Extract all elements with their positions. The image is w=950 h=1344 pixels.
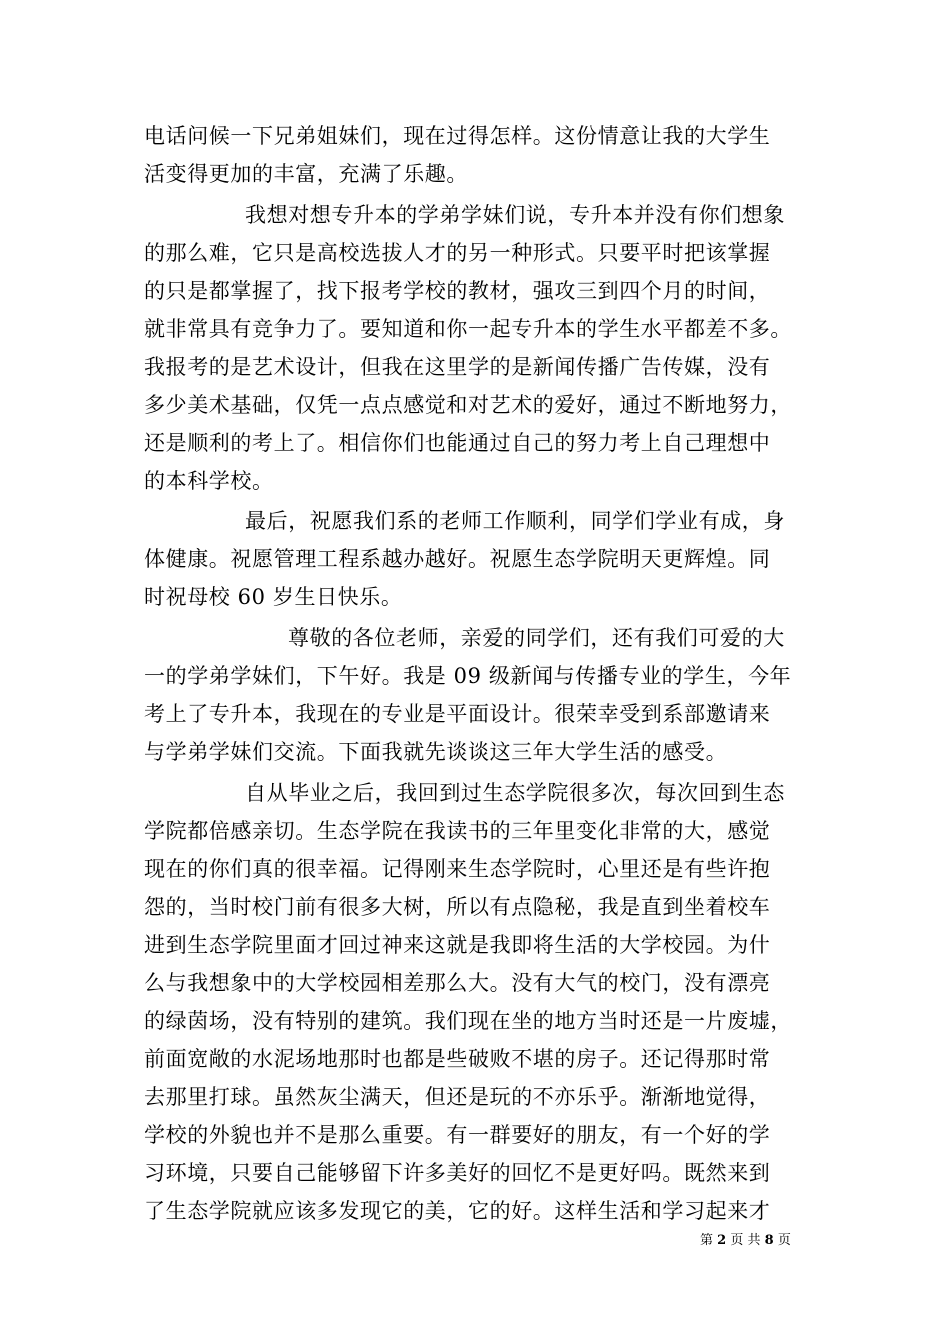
text-line: 的本科学校。	[144, 469, 274, 493]
paragraph-start-line: 尊敬的各位老师，亲爱的同学们，还有我们可爱的大	[288, 626, 785, 650]
text-line: 么与我想象中的大学校园相差那么大。没有大气的校门，没有漂亮	[144, 971, 771, 995]
page-number-footer	[700, 1233, 810, 1249]
paragraph-start-line: 自从毕业之后，我回到过生态学院很多次，每次回到生态	[245, 781, 785, 805]
text-line: 前面宽敞的水泥场地那时也都是些破败不堪的房子。还记得那时常	[144, 1047, 771, 1071]
total-page-number: 8	[764, 1233, 774, 1248]
text-line: 的那么难，它只是高校选拔人才的另一种形式。只要平时把该掌握	[144, 241, 771, 265]
text-line: 时祝母校 60 岁生日快乐。	[144, 585, 403, 609]
text-line: 一的学弟学妹们，下午好。我是 09 级新闻与传播专业的学生，今年	[144, 664, 792, 688]
text-line: 学院都倍感亲切。生态学院在我读书的三年里变化非常的大，感觉	[144, 819, 771, 843]
text-line: 就非常具有竞争力了。要知道和你一起专升本的学生水平都差不多。	[144, 317, 792, 341]
text-line: 的绿茵场，没有特别的建筑。我们现在坐的地方当时还是一片废墟，	[144, 1009, 792, 1033]
text-line: 学校的外貌也并不是那么重要。有一群要好的朋友，有一个好的学	[144, 1123, 771, 1147]
text-line: 考上了专升本，我现在的专业是平面设计。很荣幸受到系部邀请来	[144, 702, 771, 726]
text-line: 习环境，只要自己能够留下许多美好的回忆不是更好吗。既然来到	[144, 1161, 771, 1185]
footer-suffix: 页	[777, 1233, 791, 1248]
footer-middle: 页 共	[730, 1233, 761, 1248]
paragraph-start-line: 我想对想专升本的学弟学妹们说，专升本并没有你们想象	[245, 203, 785, 227]
text-line: 去那里打球。虽然灰尘满天，但还是玩的不亦乐乎。渐渐地觉得，	[144, 1085, 771, 1109]
text-line: 的只是都掌握了，找下报考学校的教材，强攻三到四个月的时间，	[144, 279, 771, 303]
text-line: 进到生态学院里面才回过神来这就是我即将生活的大学校园。为什	[144, 933, 771, 957]
text-line: 还是顺利的考上了。相信你们也能通过自己的努力考上自己理想中	[144, 431, 771, 455]
text-line: 现在的你们真的很幸福。记得刚来生态学院时，心里还是有些许抱	[144, 857, 771, 881]
text-line: 活变得更加的丰富，充满了乐趣。	[144, 162, 468, 186]
text-line: 电话问候一下兄弟姐妹们，现在过得怎样。这份情意让我的大学生	[144, 124, 771, 148]
text-line: 多少美术基础，仅凭一点点感觉和对艺术的爱好，通过不断地努力，	[144, 393, 792, 417]
text-line: 了生态学院就应该多发现它的美，它的好。这样生活和学习起来才	[144, 1199, 771, 1223]
current-page-number: 2	[717, 1233, 727, 1248]
text-line: 怨的，当时校门前有很多大树，所以有点隐秘，我是直到坐着校车	[144, 895, 771, 919]
text-line: 体健康。祝愿管理工程系越办越好。祝愿生态学院明天更辉煌。同	[144, 547, 771, 571]
paragraph-start-line: 最后，祝愿我们系的老师工作顺利，同学们学业有成，身	[245, 509, 785, 533]
text-line: 我报考的是艺术设计，但我在这里学的是新闻传播广告传媒，没有	[144, 355, 771, 379]
footer-prefix: 第	[700, 1233, 714, 1248]
text-line: 与学弟学妹们交流。下面我就先谈谈这三年大学生活的感受。	[144, 740, 728, 764]
